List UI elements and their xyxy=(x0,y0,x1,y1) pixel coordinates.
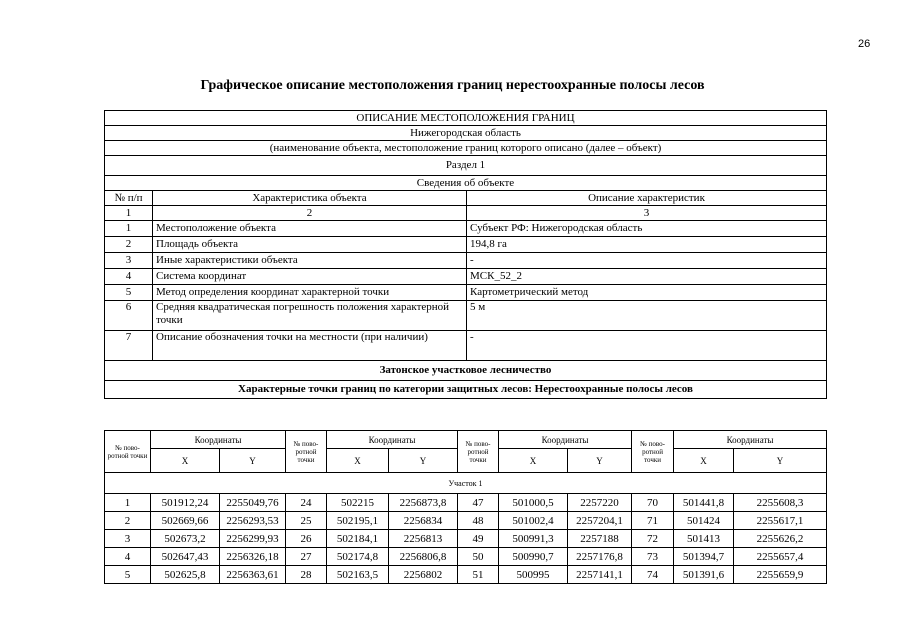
row-number: 5 xyxy=(105,285,153,301)
row-value: - xyxy=(467,253,827,269)
coordinates-header: Координаты xyxy=(674,431,827,449)
table-cell: 1 xyxy=(105,494,151,512)
table-cell: 2256293,53 xyxy=(220,512,286,530)
table-cell: 2256813 xyxy=(389,530,458,548)
table-cell: 70 xyxy=(632,494,674,512)
table-cell: 2257188 xyxy=(568,530,632,548)
table-cell: 501394,7 xyxy=(674,548,734,566)
object-note: (наименование объекта, местоположение границ которого описано (далее – объект) xyxy=(105,141,827,156)
table-cell: 24 xyxy=(286,494,327,512)
row-characteristic: Система координат xyxy=(153,269,467,285)
table-cell: 502163,5 xyxy=(327,566,389,584)
table-row xyxy=(105,221,827,237)
table-cell: 502625,8 xyxy=(151,566,220,584)
table-cell: 502673,2 xyxy=(151,530,220,548)
section-label: Раздел 1 xyxy=(105,156,827,176)
table-cell: 47 xyxy=(458,494,499,512)
table-cell: 49 xyxy=(458,530,499,548)
x-header: X xyxy=(499,449,568,473)
col-header-number: № п/п xyxy=(105,191,153,206)
table-cell: 502647,43 xyxy=(151,548,220,566)
table-cell: 501424 xyxy=(674,512,734,530)
y-header: Y xyxy=(568,449,632,473)
table-cell: 51 xyxy=(458,566,499,584)
row-characteristic: Иные характеристики объекта xyxy=(153,253,467,269)
table-row xyxy=(105,269,827,285)
row-number: 6 xyxy=(105,301,153,331)
table-cell: 2257204,1 xyxy=(568,512,632,530)
table-cell: 2255049,76 xyxy=(220,494,286,512)
table-cell: 71 xyxy=(632,512,674,530)
point-number-header: № пово-ротной точки xyxy=(105,431,151,473)
table-cell: 2256326,18 xyxy=(220,548,286,566)
row-number: 4 xyxy=(105,269,153,285)
row-value: 5 м xyxy=(467,301,827,331)
table-cell: 2255659,9 xyxy=(734,566,827,584)
row-characteristic: Описание обозначения точки на местности (при наличии) xyxy=(153,331,467,361)
point-number-header: № пово-ротной точки xyxy=(286,431,327,473)
row-number: 3 xyxy=(105,253,153,269)
table-row xyxy=(105,253,827,269)
table-cell: 73 xyxy=(632,548,674,566)
table-cell: 50 xyxy=(458,548,499,566)
table-cell: 2255657,4 xyxy=(734,548,827,566)
coordinates-header: Координаты xyxy=(499,431,632,449)
table-cell: 2256299,93 xyxy=(220,530,286,548)
table-cell: 2257220 xyxy=(568,494,632,512)
table-cell: 25 xyxy=(286,512,327,530)
row-characteristic: Местоположение объекта xyxy=(153,221,467,237)
row-value: Субъект РФ: Нижегородская область xyxy=(467,221,827,237)
col-number-1: 1 xyxy=(105,206,153,221)
table-cell: 2256873,8 xyxy=(389,494,458,512)
section-title: Сведения об объекте xyxy=(105,176,827,191)
y-header: Y xyxy=(220,449,286,473)
table-row xyxy=(105,566,827,584)
point-number-header: № пово-ротной точки xyxy=(458,431,499,473)
table-cell: 2256802 xyxy=(389,566,458,584)
table-cell: 502184,1 xyxy=(327,530,389,548)
coordinates-header: Координаты xyxy=(151,431,286,449)
table-cell: 2255626,2 xyxy=(734,530,827,548)
table-cell: 5 xyxy=(105,566,151,584)
table-cell: 2257176,8 xyxy=(568,548,632,566)
table-row xyxy=(105,285,827,301)
row-value: - xyxy=(467,331,827,361)
col-number-2: 2 xyxy=(153,206,467,221)
col-number-3: 3 xyxy=(467,206,827,221)
row-characteristic: Метод определения координат характерной точки xyxy=(153,285,467,301)
table-row xyxy=(105,237,827,253)
table-cell: 501441,8 xyxy=(674,494,734,512)
point-number-header: № пово-ротной точки xyxy=(632,431,674,473)
table-cell: 502669,66 xyxy=(151,512,220,530)
coordinates-header: Координаты xyxy=(327,431,458,449)
table-cell: 501413 xyxy=(674,530,734,548)
table-cell: 26 xyxy=(286,530,327,548)
table-cell: 502195,1 xyxy=(327,512,389,530)
x-header: X xyxy=(151,449,220,473)
row-characteristic: Площадь объекта xyxy=(153,237,467,253)
col-header-description: Описание характеристик xyxy=(467,191,827,206)
table-cell: 3 xyxy=(105,530,151,548)
table-row xyxy=(105,530,827,548)
col-header-characteristic: Характеристика объекта xyxy=(153,191,467,206)
table-cell: 500991,3 xyxy=(499,530,568,548)
row-number: 7 xyxy=(105,331,153,361)
forestry-name: Затонское участковое лесничество xyxy=(105,361,827,381)
row-number: 1 xyxy=(105,221,153,237)
row-number: 2 xyxy=(105,237,153,253)
coordinates-table xyxy=(104,430,827,584)
table-row xyxy=(105,512,827,530)
table-cell: 27 xyxy=(286,548,327,566)
table-cell: 2255608,3 xyxy=(734,494,827,512)
table-cell: 74 xyxy=(632,566,674,584)
table-cell: 502215 xyxy=(327,494,389,512)
table-cell: 2256834 xyxy=(389,512,458,530)
table-cell: 2256363,61 xyxy=(220,566,286,584)
x-header: X xyxy=(327,449,389,473)
table-cell: 502174,8 xyxy=(327,548,389,566)
table-cell: 500990,7 xyxy=(499,548,568,566)
table-cell: 500995 xyxy=(499,566,568,584)
boundary-description-table xyxy=(104,110,827,399)
plot-label: Участок 1 xyxy=(105,473,827,494)
y-header: Y xyxy=(389,449,458,473)
region-name: Нижегородская область xyxy=(105,126,827,141)
row-value: МСК_52_2 xyxy=(467,269,827,285)
table-cell: 501000,5 xyxy=(499,494,568,512)
table-header: ОПИСАНИЕ МЕСТОПОЛОЖЕНИЯ ГРАНИЦ xyxy=(105,111,827,126)
table-cell: 501002,4 xyxy=(499,512,568,530)
table-row xyxy=(105,331,827,361)
table-cell: 28 xyxy=(286,566,327,584)
row-characteristic: Средняя квадратическая погрешность положения характерной точки xyxy=(153,301,467,331)
x-header: X xyxy=(674,449,734,473)
table-cell: 2256806,8 xyxy=(389,548,458,566)
table-row xyxy=(105,301,827,331)
table-cell: 501912,24 xyxy=(151,494,220,512)
table-row xyxy=(105,548,827,566)
document-title: Графическое описание местоположения границ нерестоохранные полосы лесов xyxy=(200,78,705,93)
table-cell: 72 xyxy=(632,530,674,548)
table-cell: 501391,6 xyxy=(674,566,734,584)
table-row xyxy=(105,494,827,512)
table-cell: 48 xyxy=(458,512,499,530)
table-cell: 4 xyxy=(105,548,151,566)
table-cell: 2255617,1 xyxy=(734,512,827,530)
y-header: Y xyxy=(734,449,827,473)
table-cell: 2 xyxy=(105,512,151,530)
row-value: Картометрический метод xyxy=(467,285,827,301)
page-number: 26 xyxy=(858,38,871,50)
row-value: 194,8 га xyxy=(467,237,827,253)
category-title: Характерные точки границ по категории защитных лесов: Нерестоохранные полосы лесов xyxy=(105,381,827,399)
table-cell: 2257141,1 xyxy=(568,566,632,584)
